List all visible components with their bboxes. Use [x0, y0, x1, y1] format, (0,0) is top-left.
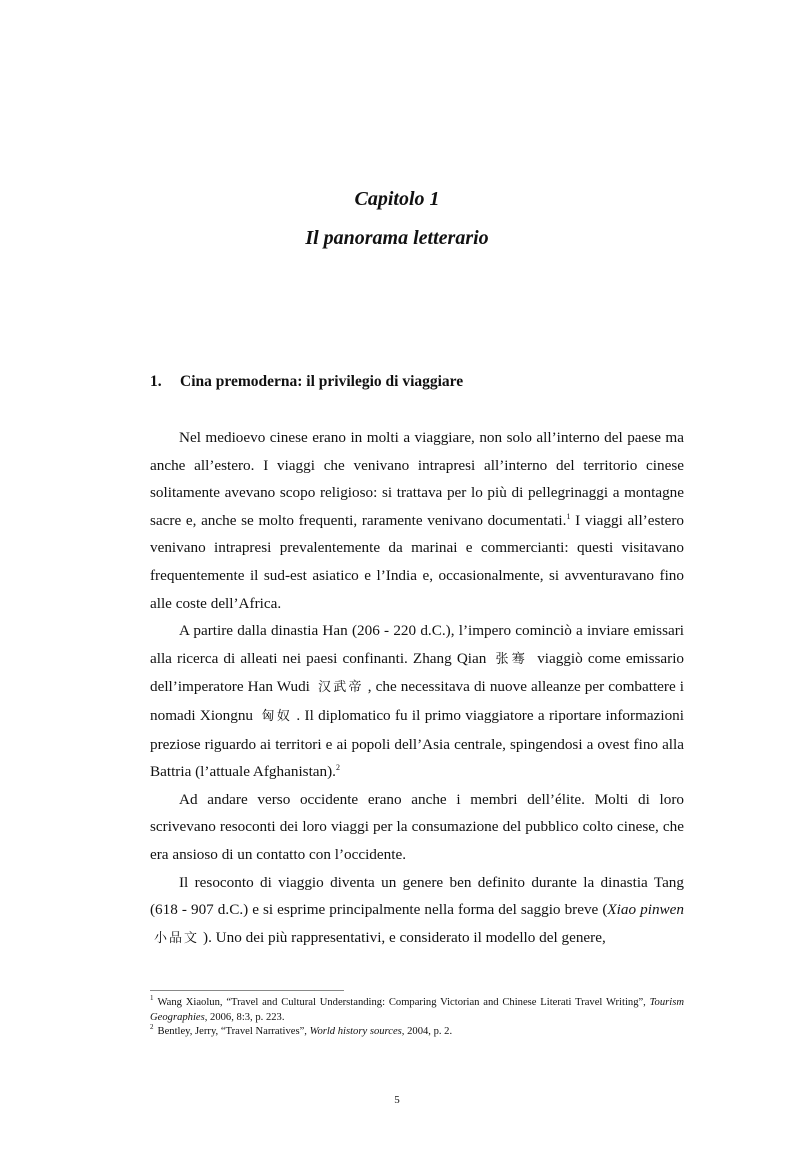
- body-text: [150, 424, 684, 952]
- footnote-2-text: Bentley, Jerry, “Travel Narratives”,: [157, 1026, 310, 1037]
- chapter-title: Il panorama letterario: [305, 227, 489, 249]
- footnote-separator: [150, 990, 344, 991]
- footnote-1-number: 1: [150, 994, 154, 1003]
- section-heading: [150, 373, 463, 391]
- chinese-zhang-qian: 张骞: [495, 651, 529, 667]
- footnote-2-citation: 2004, p. 2.: [404, 1026, 453, 1037]
- chinese-han-wudi: 汉武帝: [317, 680, 364, 696]
- footnote-2-source: World history sources,: [309, 1026, 405, 1037]
- page-number: 5: [394, 1094, 400, 1106]
- paragraph-4: [150, 869, 684, 953]
- paragraph-3: Ad andare verso occidente erano anche i membri dell’élite. Molti di loro scrivevano resoconti dei loro viaggi per la consumazione del pubblico colto cinese, che era ansioso di un contatto con l’occidente.: [150, 790, 684, 863]
- paragraph-1: [150, 424, 684, 617]
- paragraph-1-text: Nel medioevo cinese erano in molti a viaggiare, non solo all’interno del paese ma anche all’estero. I viaggi che venivano intrapresi all’interno del territorio cinese solitamente avevano scopo religioso: si trattava per lo più di pellegrinaggi a montagne sacre e, anche se molto frequenti, raramente venivano documentati.: [150, 429, 684, 529]
- footnote-ref-1: 1: [566, 511, 571, 521]
- section-title: Cina premoderna: il privilegio di viaggiare: [180, 373, 464, 390]
- paragraph-2-part-b: viaggiò come emissario dell’imperatore Han Wudi: [150, 649, 685, 696]
- footnote-1-journal: Tourism Geographies: [150, 997, 684, 1023]
- section-number: 1.: [150, 373, 162, 390]
- footnote-2: [150, 1025, 684, 1040]
- paragraph-1-text-after: I viaggi all’estero venivano intrapresi prevalentemente da marinai e commercianti: questi visitavano frequentemente il sud-est asiatico e l’India e, occasionalmente, si avventuravano fino alle coste dell’Africa.: [150, 511, 684, 612]
- chapter-number: Capitolo 1: [354, 188, 440, 210]
- footnote-2-number: 2: [150, 1023, 154, 1032]
- paragraph-4-part-b: ). Uno dei più rappresentativi, e considerato il modello del genere,: [203, 928, 606, 946]
- footnote-1-text: Wang Xiaolun, “Travel and Cultural Understanding: Comparing Victorian and Chinese Literati Travel Writing”,: [157, 997, 650, 1008]
- footnote-1: [150, 996, 684, 1025]
- footnote-ref-2: 2: [335, 763, 340, 773]
- paragraph-2-part-d: . Il diplomatico fu il primo viaggiatore a riportare informazioni preziose riguardo ai territori e ai popoli dell’Asia centrale, spingendosi a ovest fino alla Battria (l’attuale Afghanistan).: [150, 706, 685, 781]
- paragraph-2: [150, 617, 684, 786]
- chinese-xiongnu: 匈奴: [261, 708, 293, 724]
- footnotes: [150, 996, 684, 1040]
- chinese-xiao-pinwen: 小品文: [154, 930, 200, 946]
- xiao-pinwen-term: Xiao pinwen: [607, 901, 685, 919]
- paragraph-4-part-a: Il resoconto di viaggio diventa un genere ben definito durante la dinastia Tang (618 - 907 d.C.) e si esprime principalmente nella forma del saggio breve (: [150, 873, 684, 919]
- paragraph-2-part-a: A partire dalla dinastia Han (206 - 220 d.C.), l’impero cominciò a inviare emissari alla ricerca di alleati nei paesi confinanti. Zhang Qian: [150, 622, 684, 667]
- paragraph-2-part-c: , che necessitava di nuove alleanze per combattere i nomadi Xiongnu: [150, 678, 684, 724]
- footnote-1-citation: , 2006, 8:3, p. 223.: [204, 1011, 285, 1023]
